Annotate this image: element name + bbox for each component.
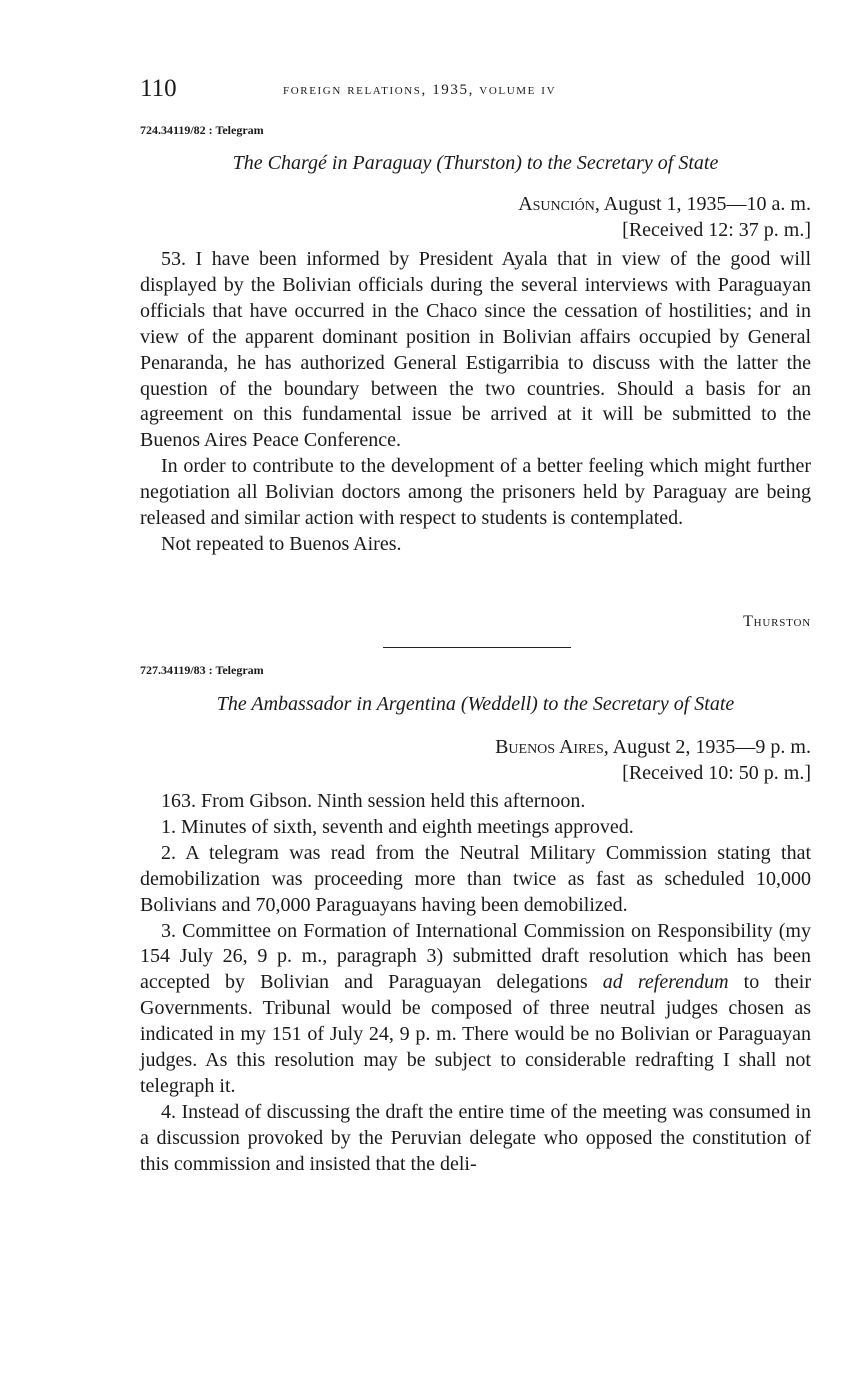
paragraph: Not repeated to Buenos Aires. (161, 532, 402, 555)
dateline-date-2: August 2, 1935—9 p. m. (608, 736, 811, 758)
dateline-2 (495, 734, 811, 760)
running-title: foreign relations, 1935, volume iv (283, 82, 557, 98)
file-reference-2: 727.34119/83 : Telegram (140, 663, 264, 677)
file-reference-1: 724.34119/82 : Telegram (140, 123, 264, 137)
paragraph (140, 919, 811, 1100)
paragraph: 53. I have been informed by President Ayala that in view of the good will displayed by the Bolivian officials during the several interviews with Paraguayan officials that have occurred in the Chaco since the cessation of hostilities; and in view of the apparent dominant position in Bolivian affairs occupied by General Penaranda, he has authorized General Estigarribia to discuss with the latter the question of the boundary between the two countries. Should a basis for an agreement on this fundamental issue be arrived at it will be submitted to the Buenos Aires Peace Conference. (140, 248, 811, 452)
paragraph: 2. A telegram was read from the Neutral Military Commission stating that demobilization was proceeding more than twice as fast as scheduled 10,000 Bolivians and 70,000 Paraguayans having been demobilized. (140, 841, 811, 916)
paragraph: 1. Minutes of sixth, seventh and eighth meetings approved. (161, 815, 634, 838)
italic-phrase: ad referendum (602, 971, 729, 994)
dateline-1 (518, 191, 811, 217)
paragraph-text: 3. Committee on Formation of International Commission on Responsibility (my 154 July 26, 9 p. m., paragraph 3) submitted draft resolution which has been accepted by Bolivian and Paraguayan delegations (140, 919, 811, 994)
paragraph: 4. Instead of discussing the draft the entire time of the meeting was consumed in a discussion provoked by the Peruvian delegate who opposed the constitution of this commission and insisted that the deli- (140, 1100, 811, 1175)
signature-1: Thurston (743, 613, 811, 630)
telegram-body-2 (140, 789, 811, 1178)
dateline-place-1: Asunción, (518, 193, 600, 215)
received-line-2: [Received 10: 50 p. m.] (622, 762, 811, 784)
dateline-date-1: August 1, 1935—10 a. m. (599, 193, 811, 215)
page-number: 110 (140, 75, 177, 102)
document-title-1: The Chargé in Paraguay (Thurston) to the Secretary of State (232, 152, 719, 174)
paragraph-text: to their Governments. Tribunal would be composed of three neutral judges chosen as indicated in my 151 of July 24, 9 p. m. There would be no Bolivian or Paraguayan judges. As this resolution may be subject to considerable redrafting I shall not telegraph it. (140, 971, 811, 1097)
paragraph: In order to contribute to the development of a better feeling which might further negotiation all Bolivian doctors among the prisoners held by Paraguay are being released and similar action with respect to students is contemplated. (140, 455, 811, 530)
section-divider (383, 647, 571, 648)
paragraph: 163. From Gibson. Ninth session held this afternoon. (161, 790, 586, 812)
dateline-place-2: Buenos Aires, (495, 736, 609, 758)
telegram-body-1 (140, 247, 811, 558)
running-head (140, 74, 811, 104)
document-title-2: The Ambassador in Argentina (Weddell) to the Secretary of State (216, 693, 735, 715)
received-line-1: [Received 12: 37 p. m.] (622, 219, 811, 241)
